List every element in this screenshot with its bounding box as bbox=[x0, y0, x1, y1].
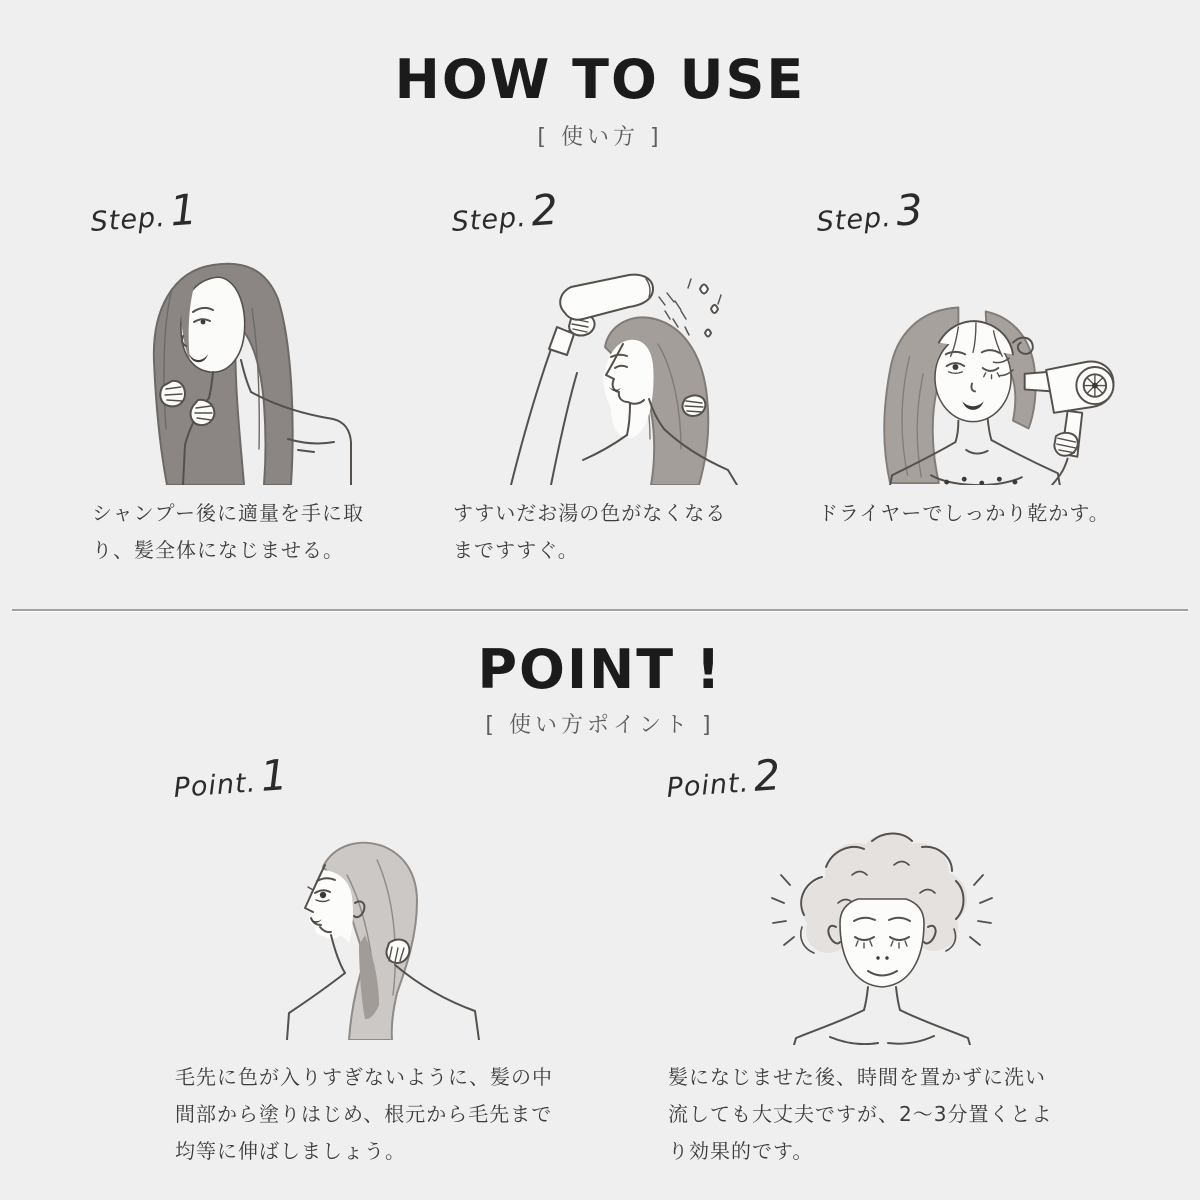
point-2-label-number: 2 bbox=[751, 750, 783, 801]
step-1-column bbox=[89, 184, 392, 569]
step-3-label-number: 3 bbox=[894, 184, 925, 236]
step-2-illustration bbox=[453, 249, 753, 485]
point-2-label bbox=[665, 730, 1067, 807]
step-1-illustration bbox=[92, 249, 392, 485]
woman-blow-drying-hair-illustration bbox=[818, 249, 1128, 485]
section-divider bbox=[12, 609, 1188, 611]
step-2-caption: すすいだお湯の色がなくなるまですすぐ。 bbox=[453, 501, 727, 562]
step-3-illustration bbox=[818, 249, 1130, 485]
point-2-caption: 髪になじませた後、時間を置かずに洗い流しても大丈夫ですが、2〜3分置くとより効果的です。 bbox=[668, 1065, 1053, 1163]
point-1-label-word: Point. bbox=[172, 767, 258, 805]
point-1-column bbox=[172, 750, 575, 1170]
step-2-label-word: Step. bbox=[450, 201, 528, 239]
step-3-label-word: Step. bbox=[815, 201, 893, 239]
point-2-label-word: Point. bbox=[665, 767, 751, 805]
step-1-label-number: 1 bbox=[168, 184, 199, 236]
woman-with-treatment-foam-illustration bbox=[742, 815, 1022, 1045]
step-2-label bbox=[450, 171, 753, 241]
how-to-use-title: HOW TO USE bbox=[394, 48, 806, 111]
step-3-label bbox=[815, 170, 1130, 241]
step-1-label-word: Step. bbox=[89, 201, 167, 239]
step-1-caption: シャンプー後に適量を手に取り、髪全体になじませる。 bbox=[92, 501, 364, 562]
step-2-column bbox=[450, 184, 753, 569]
point-1-label bbox=[172, 730, 574, 807]
step-1-label bbox=[89, 171, 392, 241]
woman-rinsing-hair-illustration bbox=[453, 249, 753, 485]
woman-profile-applying-color-illustration bbox=[227, 815, 507, 1040]
woman-applying-treatment-illustration bbox=[92, 249, 382, 485]
point-1-caption: 毛先に色が入りすぎないように、髪の中間部から塗りはじめ、根元から毛先まで均等に伸ばしましょう。 bbox=[175, 1065, 553, 1163]
point-title: POINT ! bbox=[477, 638, 723, 701]
point-1-label-number: 1 bbox=[258, 750, 290, 801]
point-subtitle: [ 使い方ポイント ] bbox=[485, 713, 715, 738]
point-2-illustration bbox=[742, 815, 1068, 1047]
step-3-caption: ドライヤーでしっかり乾かす。 bbox=[818, 501, 1110, 525]
point-2-column bbox=[665, 750, 1068, 1170]
step-3-column bbox=[815, 184, 1130, 532]
point-1-illustration bbox=[227, 815, 575, 1047]
how-to-use-subtitle: [ 使い方 ] bbox=[537, 125, 663, 150]
step-2-label-number: 2 bbox=[529, 184, 560, 236]
